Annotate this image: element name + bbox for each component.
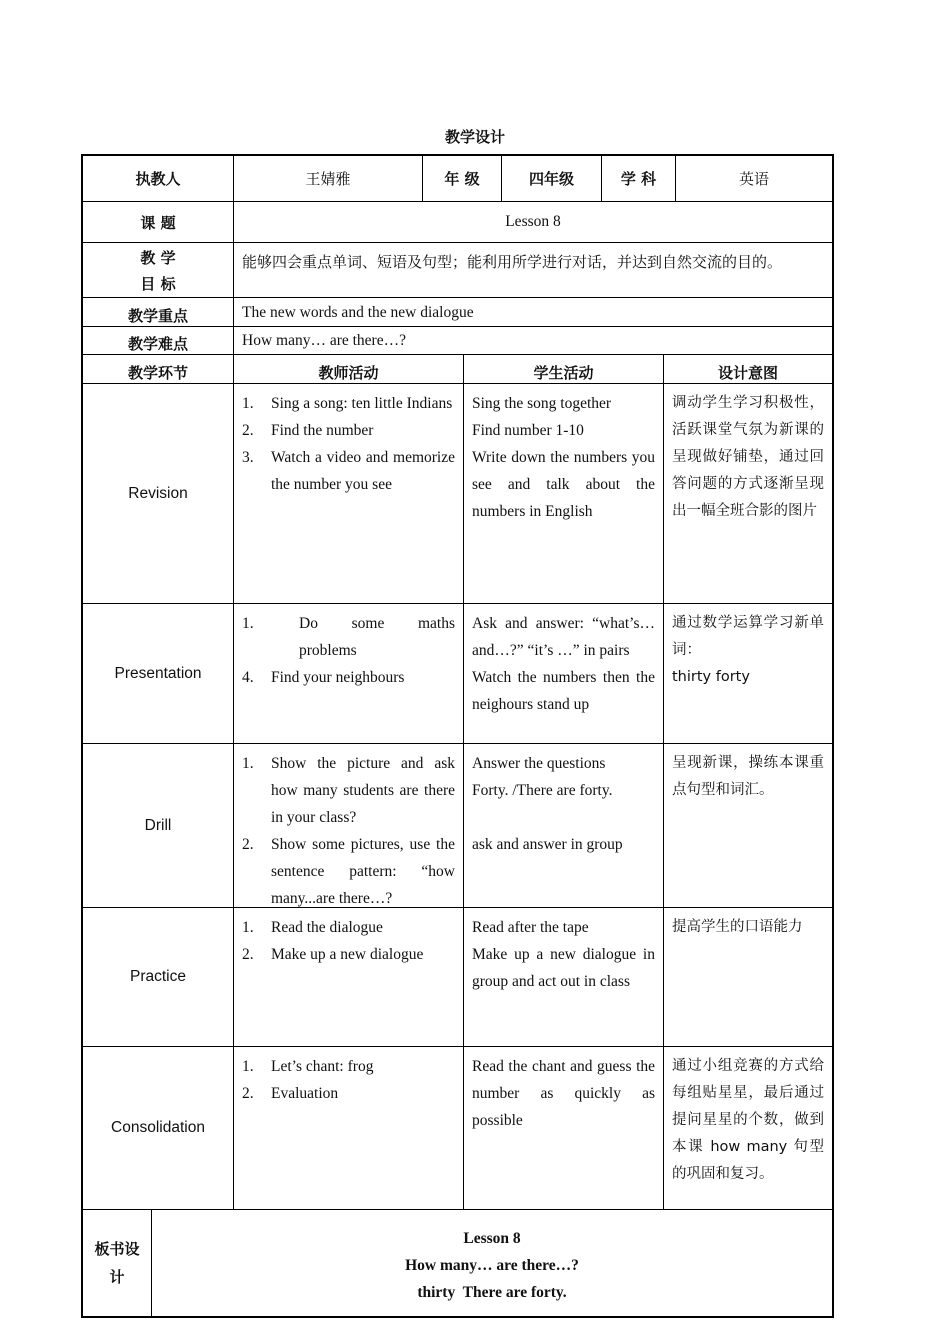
- intent-text: 调动学生学习积极性，活跃课堂气氛为新课的呈现做好铺垫，通过回答问题的方式逐渐呈现出一幅全班合影的图片: [672, 395, 824, 519]
- student-activity: [464, 908, 664, 1047]
- teacher-label: 执教人: [83, 156, 234, 202]
- design-intent: [664, 744, 832, 908]
- stage-name: Revision: [83, 384, 234, 604]
- teacher-activity: [234, 1047, 464, 1210]
- key-point-value: The new words and the new dialogue: [234, 298, 832, 327]
- subject-value: 英语: [676, 156, 832, 202]
- list-item: 1. Sing a song: ten little Indians: [242, 395, 453, 412]
- design-intent: [664, 908, 832, 1047]
- list-item: 1. Show the picture and ask how many students are there in your class?: [242, 755, 455, 826]
- stage-name: Drill: [83, 744, 234, 908]
- student-line: ask and answer in group: [472, 836, 623, 853]
- teacher-activity: [234, 744, 464, 908]
- intent-text: 提高学生的口语能力: [672, 919, 803, 935]
- lesson-plan-table: [81, 154, 834, 1318]
- page-title: 教学设计: [444, 128, 505, 146]
- design-intent: [664, 1047, 832, 1210]
- student-line: Read after the tape: [472, 919, 589, 936]
- intent-text: 呈现新课，操练本课重点句型和词汇。: [672, 755, 824, 798]
- stage-name: Practice: [83, 908, 234, 1047]
- list-item: 1. Read the dialogue: [242, 919, 383, 936]
- list-item: 2. Find the number: [242, 422, 374, 439]
- design-intent: [664, 604, 832, 744]
- list-item: 1. Let’s chant: frog: [242, 1058, 374, 1075]
- board-line: How many… are there…?: [405, 1256, 579, 1274]
- teacher-name: 王婧雅: [234, 156, 423, 202]
- intent-text: 通过数学运算学习新单词： thirty forty: [672, 615, 824, 685]
- list-item: 4. Find your neighbours: [242, 669, 405, 686]
- grade-label: 年 级: [423, 156, 502, 202]
- difficulty-value: How many… are there…?: [234, 327, 832, 355]
- goals-label-line1: 教 学: [140, 249, 176, 267]
- stage-name: Consolidation: [83, 1047, 234, 1210]
- list-item: 3. Watch a video and memorize the number you see: [242, 449, 455, 493]
- stage-name: Presentation: [83, 604, 234, 744]
- difficulty-label: 教学难点: [83, 327, 234, 355]
- teacher-activity: [234, 384, 464, 604]
- goals-label: [83, 243, 234, 298]
- board-label: 板书设计: [83, 1210, 152, 1316]
- student-line: Find number 1-10: [472, 422, 584, 439]
- student-activity: [464, 384, 664, 604]
- student-line: Ask and answer: “what’s…and…?” “it’s …” in pairs: [472, 615, 655, 659]
- list-item: 2. Show some pictures, use the sentence pattern: “how many...are there…?: [242, 836, 455, 907]
- list-item: 2. Make up a new dialogue: [242, 946, 424, 963]
- student-line: [472, 804, 655, 831]
- list-item: 2. Evaluation: [242, 1085, 339, 1102]
- column-teacher: 教师活动: [234, 355, 464, 384]
- teacher-activity: [234, 604, 464, 744]
- design-intent: [664, 384, 832, 604]
- board-line: Lesson 8: [463, 1229, 521, 1247]
- topic-value: Lesson 8: [234, 202, 832, 243]
- column-student: 学生活动: [464, 355, 664, 384]
- topic-label: 课 题: [83, 202, 234, 243]
- teacher-activity: [234, 908, 464, 1047]
- student-line: Read the chant and guess the number as quickly as possible: [472, 1058, 655, 1129]
- student-line: Make up a new dialogue in group and act out in class: [472, 946, 655, 990]
- student-line: Sing the song together: [472, 395, 612, 412]
- intent-text: 通过小组竞赛的方式给每组贴星星，最后通过提问星星的个数，做到本课 how many 句型的巩固和复习。: [672, 1058, 824, 1182]
- column-stage: 教学环节: [83, 355, 234, 384]
- student-activity: [464, 1047, 664, 1210]
- student-activity: [464, 744, 664, 908]
- list-item: 1. Do some maths problems: [242, 615, 455, 659]
- student-line: Forty. /There are forty.: [472, 782, 613, 799]
- column-intent: 设计意图: [664, 355, 832, 384]
- student-activity: [464, 604, 664, 744]
- student-line: Answer the questions: [472, 755, 606, 772]
- student-line: Watch the numbers then the neighours stand up: [472, 669, 655, 713]
- goals-value: 能够四会重点单词、短语及句型；能利用所学进行对话，并达到自然交流的目的。: [234, 243, 832, 298]
- key-point-label: 教学重点: [83, 298, 234, 327]
- board-content: [152, 1210, 832, 1316]
- goals-label-line2: 目 标: [140, 275, 176, 293]
- board-line: thirty There are forty.: [417, 1283, 567, 1301]
- student-line: Write down the numbers you see and talk about the numbers in English: [472, 449, 655, 520]
- grade-value: 四年级: [502, 156, 602, 202]
- subject-label: 学 科: [602, 156, 676, 202]
